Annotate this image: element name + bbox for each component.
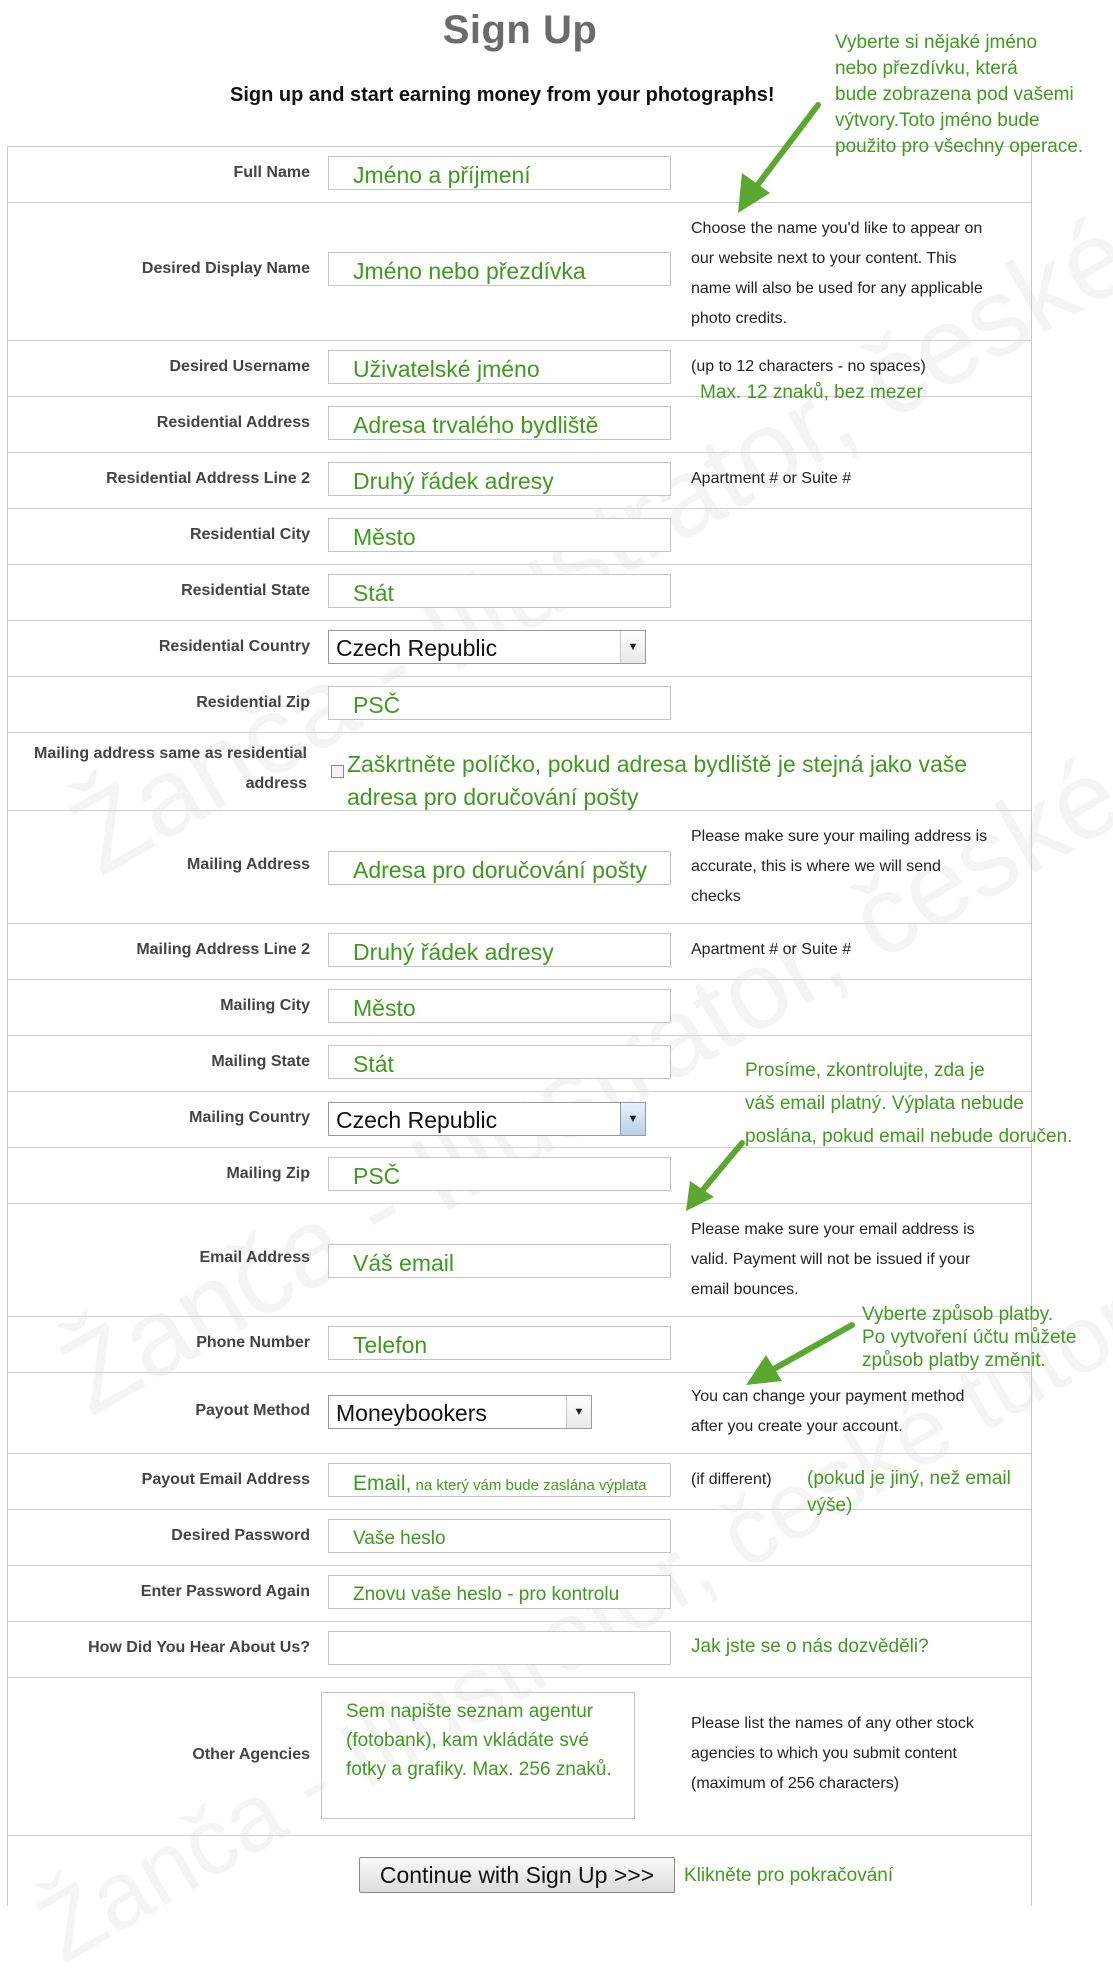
mail-city-input[interactable]: [328, 989, 671, 1023]
label-res-zip: Residential Zip: [196, 694, 310, 711]
username-note: Max. 12 znaků, bez mezer: [700, 382, 923, 403]
payout-email-help: (if different): [691, 1471, 772, 1488]
username-input[interactable]: [328, 350, 671, 384]
label-mail-address: Mailing Address: [187, 856, 310, 873]
payout-email-note: (pokud je jiný, než email výše): [807, 1468, 1011, 1516]
label-res-address: Residential Address: [156, 414, 310, 431]
row-password: [7, 1509, 1031, 1566]
label-mail-country: Mailing Country: [189, 1109, 310, 1126]
username-placeholder: Uživatelské jméno: [353, 356, 540, 382]
row-mail-zip: [7, 1147, 1031, 1204]
password-again-placeholder: Znovu vaše heslo - pro kontrolu: [353, 1584, 620, 1605]
display-name-input[interactable]: [328, 252, 671, 286]
chevron-down-icon[interactable]: ▼: [620, 631, 645, 663]
password-input[interactable]: [328, 1519, 671, 1553]
mail-country-select[interactable]: [328, 1102, 646, 1136]
same-address-checkbox[interactable]: [331, 765, 344, 778]
label-full-name: Full Name: [233, 164, 310, 181]
arrow-display-name-icon: [730, 95, 840, 220]
res-country-select[interactable]: [328, 630, 646, 664]
label-hear-about: How Did You Hear About Us?: [88, 1639, 310, 1656]
display-name-tip: Vyberte si nějaké jméno nebo přezdívku, která bude zobrazena pod vašemi výtvory.Toto jméno bude použito pro všechny operace.: [835, 32, 1084, 157]
label-mail-state: Mailing State: [211, 1053, 310, 1070]
res-country-value: Czech Republic: [336, 635, 498, 661]
display-name-placeholder: Jméno nebo přezdívka: [353, 258, 586, 284]
row-res-city: [7, 508, 1031, 565]
row-mail-city: [7, 979, 1031, 1036]
res-state-input[interactable]: [328, 574, 671, 608]
chevron-down-icon[interactable]: ▼: [566, 1396, 591, 1428]
payout-method-value: Moneybookers: [336, 1400, 487, 1426]
row-username: [7, 340, 1031, 403]
row-email: [7, 1203, 1031, 1317]
res-zip-input[interactable]: [328, 686, 671, 720]
phone-input[interactable]: [328, 1326, 671, 1360]
label-mail-address2: Mailing Address Line 2: [136, 941, 310, 958]
label-res-state: Residential State: [181, 582, 310, 599]
email-tip: Prosíme, zkontrolujte, zda je váš email platný. Výplata nebude poslána, pokud email nebude doručen.: [745, 1060, 1073, 1147]
payout-email-input[interactable]: [328, 1463, 671, 1497]
res-address2-input[interactable]: [328, 462, 671, 496]
res-state-placeholder: Stát: [353, 580, 394, 606]
payout-tip: Vyberte způsob platby. Po vytvoření účtu můžete způsob platby změnit.: [862, 1304, 1077, 1371]
mail-address2-input[interactable]: [328, 933, 671, 967]
label-same-address: Mailing address same as residential address: [33, 745, 307, 792]
arrow-email-icon: [680, 1135, 760, 1215]
mail-state-placeholder: Stát: [353, 1051, 394, 1077]
hear-about-note: Jak jste se o nás dozvěděli?: [691, 1636, 929, 1657]
continue-button[interactable]: Continue with Sign Up >>>: [359, 1857, 675, 1893]
res-city-input[interactable]: [328, 518, 671, 552]
password-again-input[interactable]: [328, 1575, 671, 1609]
other-agencies-help: Please list the names of any other stock agencies to which you submit content (maximum of 256 characters): [691, 1715, 974, 1792]
password-placeholder: Vaše heslo: [353, 1528, 446, 1549]
payout-method-help: You can change your payment method after you create your account.: [691, 1388, 965, 1435]
arrow-payout-icon: [740, 1315, 860, 1390]
res-address-input[interactable]: [328, 406, 671, 440]
continue-note: Klikněte pro pokračování: [684, 1865, 894, 1886]
other-agencies-placeholder: Sem napište seznam agentur (fotobank), kam vkládáte své fotky a grafiky. Max. 256 znaků.: [346, 1701, 612, 1780]
payout-email-placeholder: Email, na který vám bude zaslána výplata: [353, 1472, 647, 1495]
mail-country-value: Czech Republic: [336, 1107, 498, 1133]
mail-address2-help: Apartment # or Suite #: [691, 941, 852, 958]
mail-city-placeholder: Město: [353, 995, 416, 1021]
chevron-down-icon[interactable]: ▼: [620, 1103, 645, 1135]
label-mail-city: Mailing City: [220, 997, 310, 1014]
page-title: Sign Up: [442, 8, 598, 52]
label-password-again: Enter Password Again: [140, 1583, 310, 1600]
mail-address-input[interactable]: [328, 851, 671, 885]
row-res-state: [7, 564, 1031, 621]
email-placeholder: Váš email: [353, 1250, 454, 1276]
label-other-agencies: Other Agencies: [192, 1746, 310, 1763]
res-address2-placeholder: Druhý řádek adresy: [353, 468, 554, 494]
label-payout-email: Payout Email Address: [141, 1471, 310, 1488]
row-payout-email: [7, 1453, 1031, 1516]
label-email: Email Address: [199, 1249, 310, 1266]
label-res-address2: Residential Address Line 2: [106, 470, 310, 487]
mail-zip-placeholder: PSČ: [353, 1163, 401, 1189]
row-mail-address: [7, 810, 1031, 924]
username-help: (up to 12 characters - no spaces): [691, 358, 926, 375]
page-subtitle: Sign up and start earning money from your photographs!: [230, 84, 775, 106]
res-address2-help: Apartment # or Suite #: [691, 470, 852, 487]
row-res-country: [7, 620, 1031, 677]
label-payout-method: Payout Method: [195, 1402, 310, 1419]
mail-address-help: Please make sure your mailing address is accurate, this is where we will send checks: [691, 828, 988, 905]
mail-state-input[interactable]: [328, 1045, 671, 1079]
row-payout-method: [7, 1372, 1031, 1454]
payout-method-select[interactable]: [328, 1395, 592, 1429]
email-help: Please make sure your email address is valid. Payment will not be issued if your email bounces.: [691, 1221, 975, 1298]
row-mail-address2: [7, 923, 1031, 980]
res-city-placeholder: Město: [353, 524, 416, 550]
label-password: Desired Password: [171, 1527, 310, 1544]
full-name-input[interactable]: [328, 156, 671, 190]
label-res-city: Residential City: [189, 526, 310, 543]
row-hear-about: [7, 1621, 1031, 1678]
row-same-address: [7, 732, 1031, 811]
row-password-again: [7, 1565, 1031, 1622]
label-username: Desired Username: [169, 358, 310, 375]
label-mail-zip: Mailing Zip: [226, 1165, 310, 1182]
display-name-help: Choose the name you'd like to appear on our website next to your content. This name will also be used for any applicable photo credits.: [691, 220, 983, 327]
full-name-placeholder: Jméno a příjmení: [353, 162, 531, 188]
other-agencies-textarea[interactable]: [321, 1692, 635, 1819]
mail-zip-input[interactable]: [328, 1157, 671, 1191]
email-input[interactable]: [328, 1244, 671, 1278]
same-address-note: Zaškrtněte políčko, pokud adresa bydliště je stejná jako vaše adresa pro doručování pošty: [347, 751, 968, 810]
phone-placeholder: Telefon: [353, 1332, 428, 1358]
hear-about-input[interactable]: [328, 1631, 671, 1665]
mail-address2-placeholder: Druhý řádek adresy: [353, 939, 554, 965]
row-res-zip: [7, 676, 1031, 733]
res-zip-placeholder: PSČ: [353, 692, 401, 718]
res-address-placeholder: Adresa trvalého bydliště: [353, 412, 599, 438]
row-res-address: [7, 396, 1031, 453]
row-res-address2: [7, 452, 1031, 509]
row-display-name: [7, 202, 1031, 341]
label-display-name: Desired Display Name: [141, 260, 310, 277]
label-phone: Phone Number: [196, 1334, 310, 1351]
mail-address-placeholder: Adresa pro doručování pošty: [353, 857, 648, 883]
label-res-country: Residential Country: [158, 638, 310, 655]
